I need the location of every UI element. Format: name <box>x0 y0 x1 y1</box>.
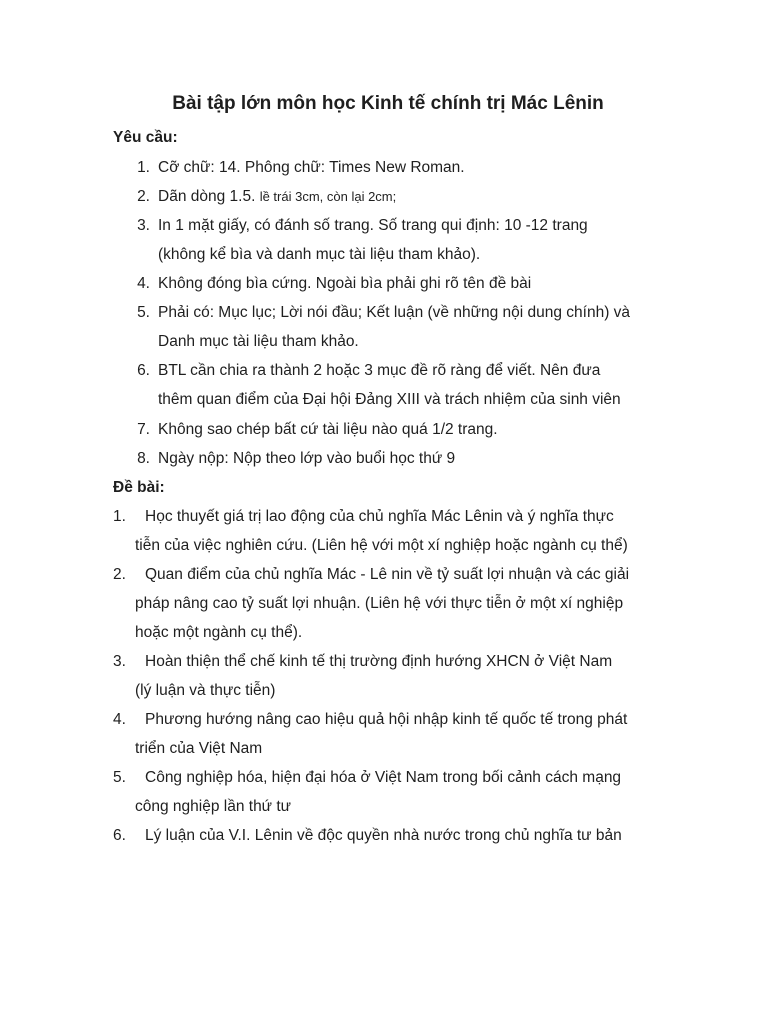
requirement-number: 4. <box>137 275 150 292</box>
topic-number: 5. <box>113 769 126 786</box>
topic-text: triển của Việt Nam <box>135 740 263 757</box>
topic-text: hoặc một ngành cụ thể). <box>135 624 303 641</box>
topic-number: 6. <box>113 827 126 844</box>
requirement-text: Phải có: Mục lục; Lời nói đầu; Kết luận (về những nội dung chính) và <box>158 304 631 321</box>
topic-item <box>0 826 768 848</box>
topic-item-continuation <box>0 681 768 703</box>
requirement-item-continuation <box>0 245 768 267</box>
topic-number: 2. <box>113 566 126 583</box>
topic-item-continuation <box>0 797 768 819</box>
topic-number: 3. <box>113 653 126 670</box>
requirement-item <box>0 187 768 209</box>
topic-text: (lý luận và thực tiễn) <box>135 682 276 699</box>
requirement-text: Ngày nộp: Nộp theo lớp vào buổi học thứ 9 <box>158 450 456 467</box>
requirement-item <box>0 303 768 325</box>
topic-item <box>0 710 768 732</box>
requirement-item-continuation <box>0 332 768 354</box>
document-title: Bài tập lớn môn học Kinh tế chính trị Mác Lênin <box>172 93 604 114</box>
requirement-text-small: lề trái 3cm, còn lại 2cm; <box>259 189 397 204</box>
topic-item <box>0 507 768 529</box>
requirement-number: 6. <box>137 362 150 379</box>
topic-text: Hoàn thiện thể chế kinh tế thị trường định hướng XHCN ở Việt Nam <box>145 653 613 670</box>
topic-item-continuation <box>0 623 768 645</box>
topic-item <box>0 652 768 674</box>
topic-number: 1. <box>113 508 126 525</box>
requirement-number: 8. <box>137 450 150 467</box>
topic-text: công nghiệp lần thứ tư <box>135 798 292 815</box>
requirement-item <box>0 274 768 296</box>
requirement-text: thêm quan điểm của Đại hội Đảng XIII và trách nhiệm của sinh viên <box>158 391 621 408</box>
requirement-text: In 1 mặt giấy, có đánh số trang. Số trang qui định: 10 -12 trang <box>158 217 588 234</box>
topic-number: 4. <box>113 711 126 728</box>
requirement-item <box>0 420 768 442</box>
requirement-text: Không đóng bìa cứng. Ngoài bìa phải ghi rõ tên đề bài <box>158 275 532 292</box>
topics-heading: Đề bài: <box>113 479 165 496</box>
requirement-number: 5. <box>137 304 150 321</box>
requirement-item <box>0 361 768 383</box>
topic-item <box>0 768 768 790</box>
requirement-text-main: Dãn dòng 1.5. <box>158 188 260 205</box>
topic-item-continuation <box>0 594 768 616</box>
requirement-text: Danh mục tài liệu tham khảo. <box>158 333 359 350</box>
requirement-item <box>0 449 768 471</box>
topic-item-continuation <box>0 536 768 558</box>
requirement-number: 1. <box>137 159 150 176</box>
topic-text: Quan điểm của chủ nghĩa Mác - Lê nin về tỷ suất lợi nhuận và các giải <box>145 566 630 583</box>
topic-text: Học thuyết giá trị lao động của chủ nghĩa Mác Lênin và ý nghĩa thực <box>145 508 614 525</box>
requirement-text <box>158 187 396 207</box>
topic-text: pháp nâng cao tỷ suất lợi nhuận. (Liên hệ với thực tiễn ở một xí nghiệp <box>135 595 624 612</box>
requirement-text: BTL cần chia ra thành 2 hoặc 3 mục đề rõ ràng để viết. Nên đưa <box>158 362 601 379</box>
topic-text: Phương hướng nâng cao hiệu quả hội nhập kinh tế quốc tế trong phát <box>145 711 628 728</box>
topic-text: tiễn của việc nghiên cứu. (Liên hệ với một xí nghiệp hoặc ngành cụ thể) <box>135 537 628 554</box>
topic-item-continuation <box>0 739 768 761</box>
requirements-heading: Yêu cầu: <box>113 129 178 146</box>
requirement-text: (không kể bìa và danh mục tài liệu tham khảo). <box>158 246 481 263</box>
requirement-number: 3. <box>137 217 150 234</box>
requirement-text: Cỡ chữ: 14. Phông chữ: Times New Roman. <box>158 159 465 176</box>
requirement-item-continuation <box>0 390 768 412</box>
topic-text: Lý luận của V.I. Lênin về độc quyền nhà nước trong chủ nghĩa tư bản <box>145 827 622 844</box>
requirement-text: Không sao chép bất cứ tài liệu nào quá 1/2 trang. <box>158 421 498 438</box>
topic-item <box>0 565 768 587</box>
requirement-number: 2. <box>137 188 150 205</box>
requirement-item <box>0 216 768 238</box>
topic-text: Công nghiệp hóa, hiện đại hóa ở Việt Nam trong bối cảnh cách mạng <box>145 769 622 786</box>
requirement-number: 7. <box>137 421 150 438</box>
requirement-item <box>0 158 768 180</box>
